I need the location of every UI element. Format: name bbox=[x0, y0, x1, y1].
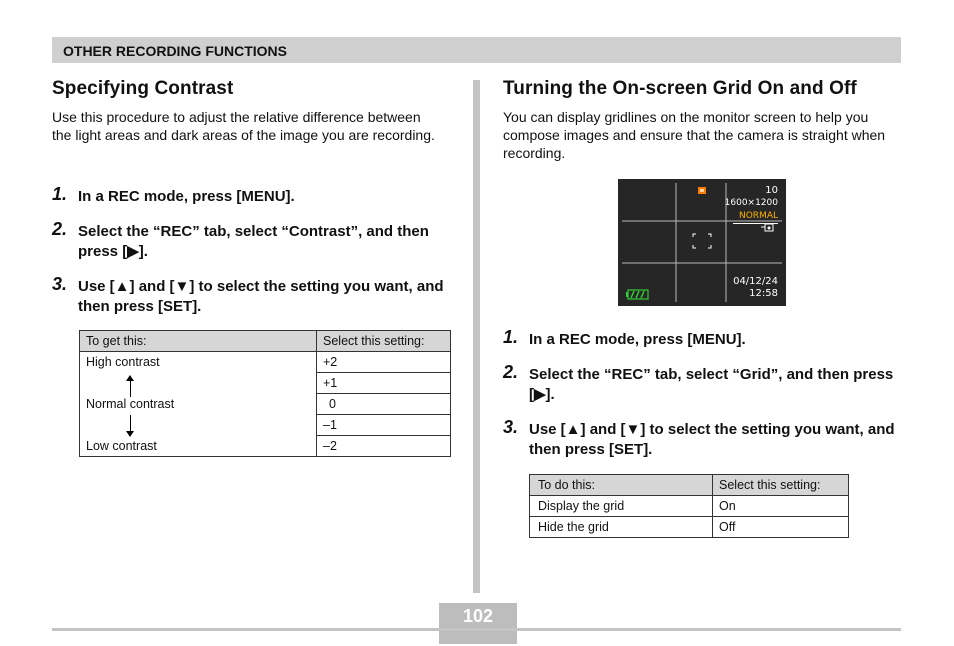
step-text: Select the “REC” tab, select “Grid”, and then press [▶]. bbox=[529, 366, 894, 403]
step-number: 3. bbox=[52, 274, 68, 294]
step-number: 1. bbox=[52, 184, 68, 204]
left-intro: Use this procedure to adjust the relative difference between the light areas and dark areas of the image you are recording. bbox=[52, 109, 435, 143]
right-step-2 bbox=[503, 362, 903, 405]
contrast-table bbox=[79, 330, 451, 457]
step-number: 1. bbox=[503, 327, 519, 347]
camera-monitor-image bbox=[618, 179, 786, 306]
shot-count: 10 bbox=[765, 185, 778, 196]
table-cell: 0 bbox=[317, 394, 451, 415]
page-number-box bbox=[439, 603, 517, 630]
grid-table bbox=[529, 474, 849, 538]
step-text: In a REC mode, press [MENU]. bbox=[78, 188, 295, 205]
right-intro: You can display gridlines on the monitor screen to help you compose images and ensure that the camera is straight when recording. bbox=[503, 109, 886, 161]
right-title: Turning the On-screen Grid On and Off bbox=[503, 78, 857, 99]
column-divider bbox=[473, 80, 480, 593]
page-number: 102 bbox=[462, 606, 494, 626]
low-contrast-label: Low contrast bbox=[86, 439, 157, 453]
quality-underline bbox=[733, 223, 778, 224]
section-header-bar bbox=[52, 37, 901, 63]
table-cell: +1 bbox=[317, 373, 451, 394]
table-header: To do this: bbox=[530, 475, 713, 496]
table-header: To get this: bbox=[80, 331, 317, 352]
left-title: Specifying Contrast bbox=[52, 78, 234, 99]
table-cell: On bbox=[713, 496, 849, 517]
up-arrow-icon bbox=[130, 380, 131, 397]
step-text: Use [▲] and [▼] to select the setting you want, and then press [SET]. bbox=[529, 421, 895, 458]
high-contrast-label: High contrast bbox=[86, 355, 160, 369]
left-step-3 bbox=[52, 274, 452, 317]
table-header: Select this setting: bbox=[713, 475, 849, 496]
table-cell: Hide the grid bbox=[530, 517, 713, 538]
left-column bbox=[52, 78, 442, 144]
step-text: Select the “REC” tab, select “Contrast”, and then press [▶]. bbox=[78, 223, 429, 260]
table-cell: –1 bbox=[317, 415, 451, 436]
step-text: Use [▲] and [▼] to select the setting you want, and then press [SET]. bbox=[78, 278, 444, 315]
down-arrow-icon bbox=[130, 415, 131, 432]
table-cell: –2 bbox=[317, 436, 451, 457]
table-cell: Off bbox=[713, 517, 849, 538]
table-row bbox=[530, 517, 849, 538]
up-arrow-head-icon bbox=[126, 375, 134, 381]
quality-mode: NORMAL bbox=[738, 211, 778, 221]
right-step-3 bbox=[503, 417, 903, 460]
normal-contrast-label: Normal contrast bbox=[86, 397, 175, 411]
contrast-scale-cell bbox=[80, 352, 317, 457]
step-number: 2. bbox=[52, 219, 68, 239]
step-text: In a REC mode, press [MENU]. bbox=[529, 331, 746, 348]
table-row bbox=[530, 496, 849, 517]
time-display: 12:58 bbox=[749, 288, 778, 299]
table-cell: Display the grid bbox=[530, 496, 713, 517]
down-arrow-head-icon bbox=[126, 431, 134, 437]
step-number: 3. bbox=[503, 417, 519, 437]
left-step-1 bbox=[52, 184, 452, 207]
section-title: OTHER RECORDING FUNCTIONS bbox=[63, 43, 287, 59]
table-header: Select this setting: bbox=[317, 331, 451, 352]
table-cell: +2 bbox=[317, 352, 451, 373]
right-step-1 bbox=[503, 327, 903, 350]
image-size: 1600×1200 bbox=[724, 198, 778, 208]
step-number: 2. bbox=[503, 362, 519, 382]
footer-tab bbox=[439, 631, 517, 644]
date-display: 04/12/24 bbox=[733, 276, 778, 287]
left-step-2 bbox=[52, 219, 452, 262]
right-column bbox=[503, 78, 903, 162]
